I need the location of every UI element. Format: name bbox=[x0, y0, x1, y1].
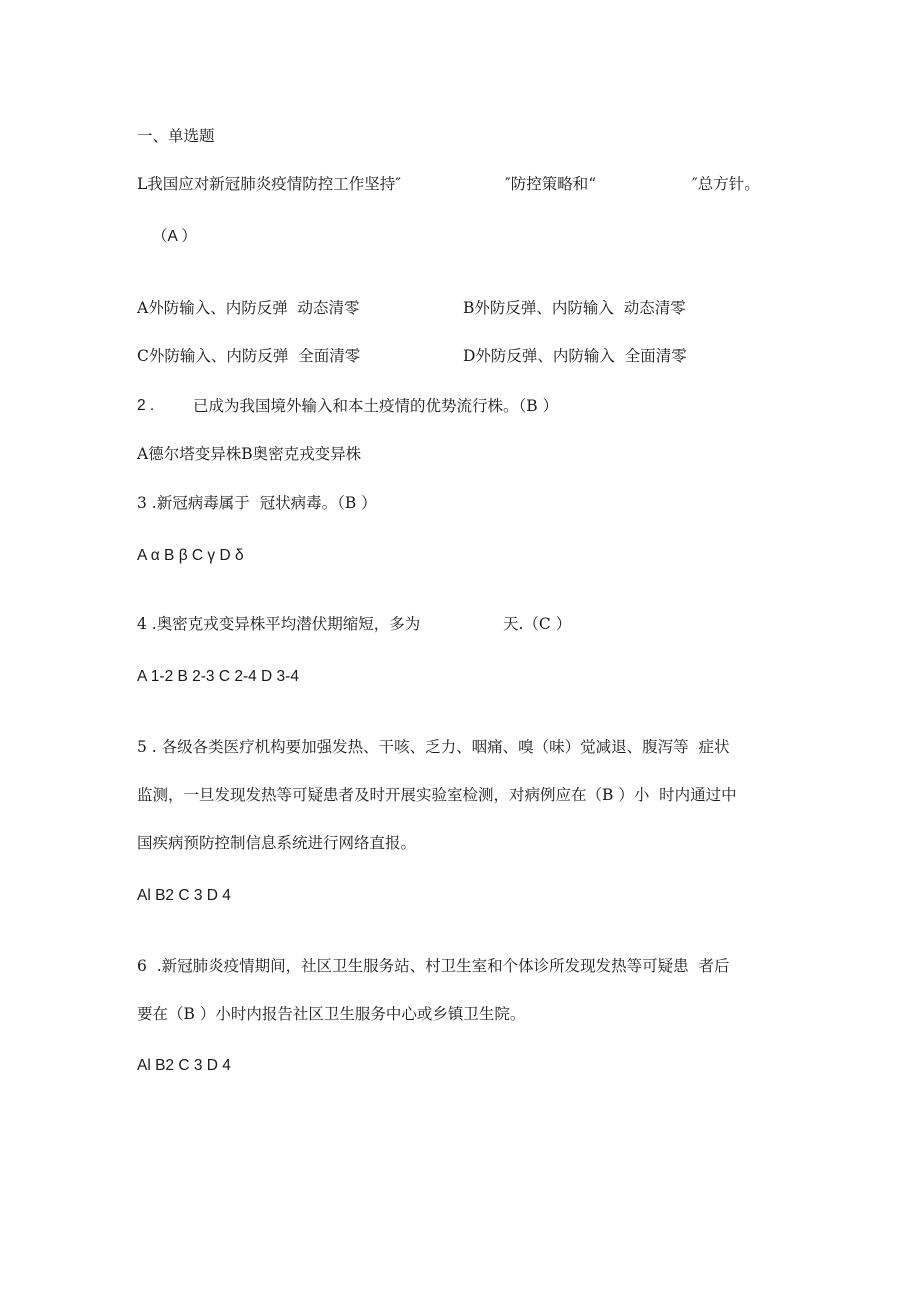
question-1-option-c: C外防输入、内防反弹 全面清零 bbox=[137, 347, 361, 365]
question-2-number: 2 . bbox=[137, 397, 155, 414]
question-2-options: A德尔塔变异株B奥密克戎变异株 bbox=[137, 445, 362, 463]
question-5-options: Al B2 C 3 D 4 bbox=[137, 887, 231, 904]
question-1-option-d: D外防反弹、内防输入 全面清零 bbox=[463, 347, 687, 365]
question-1-part1: L我国应对新冠肺炎疫情防控工作坚持″ bbox=[137, 175, 402, 193]
question-1-option-a: A外防输入、内防反弹 动态清零 bbox=[137, 299, 360, 317]
question-5-line2: 监测，一旦发现发热等可疑患者及时开展实验室检测，对病例应在（B ）小 时内通过中 bbox=[137, 786, 737, 804]
question-1-option-b: B外防反弹、内防输入 动态清零 bbox=[463, 299, 686, 317]
question-6-line1: 6 .新冠肺炎疫情期间，社区卫生服务站、村卫生室和个体诊所发现发热等可疑患 者后 bbox=[137, 957, 730, 975]
question-4-options: A 1-2 B 2-3 C 2-4 D 3-4 bbox=[137, 668, 299, 685]
section-title: 一、单选题 bbox=[137, 127, 215, 145]
question-5-line1: 5 . 各级各类医疗机构要加强发热、干咳、乏力、咽痛、嗅（味）觉减退、腹泻等 症状 bbox=[137, 738, 730, 756]
question-3-text: 3 .新冠病毒属于 冠状病毒。（B ） bbox=[137, 494, 377, 512]
question-1-part2: ″防控策略和“ bbox=[505, 175, 597, 193]
question-6-options: Al B2 C 3 D 4 bbox=[137, 1057, 231, 1074]
question-4-part1: 4 .奥密克戎变异株平均潜伏期缩短，多为 bbox=[137, 615, 421, 633]
question-4-part2: 天.（C ） bbox=[503, 615, 572, 633]
question-6-line2: 要在（B ）小时内报告社区卫生服务中心或乡镇卫生院。 bbox=[137, 1005, 526, 1023]
question-1-part3: ″总方针。 bbox=[692, 175, 760, 193]
question-5-line3: 国疾病预防控制信息系统进行网络直报。 bbox=[137, 834, 417, 852]
question-2-text: 已成为我国境外输入和本土疫情的优势流行株。（B ） bbox=[193, 397, 559, 415]
question-3-options: A α B β C γ D δ bbox=[137, 547, 244, 564]
question-1-answer: （A ） bbox=[152, 228, 197, 245]
